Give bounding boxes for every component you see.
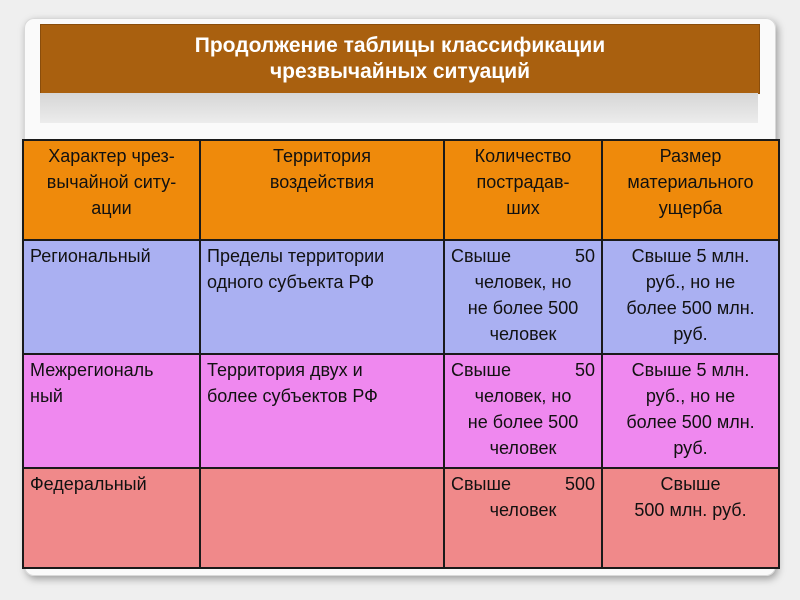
header-text: Территория — [273, 146, 371, 166]
title-shadow-band — [40, 93, 758, 123]
cell-type — [23, 354, 200, 468]
cell-text: человек, но — [474, 272, 572, 292]
cell-text: более 500 млн. — [626, 298, 755, 318]
cell-text: Межрегиональ — [30, 360, 154, 380]
cell-text: более субъектов РФ — [207, 386, 378, 406]
title-line-1: Продолжение таблицы классификации — [194, 34, 606, 57]
cell-text: более 500 млн. — [626, 412, 755, 432]
cell-damage — [602, 468, 779, 568]
cell-territory — [200, 240, 444, 354]
header-territory — [200, 140, 444, 240]
cell-text: человек — [489, 500, 557, 520]
cell-text: человек, но — [474, 386, 572, 406]
cell-text: Региональный — [30, 246, 151, 266]
cell-text: Территория двух и — [207, 360, 363, 380]
cell-territory-empty — [200, 468, 444, 568]
cell-damage — [602, 240, 779, 354]
cell-text: Пределы территории — [207, 246, 385, 266]
cell-text: руб. — [673, 324, 708, 344]
cell-territory — [200, 354, 444, 468]
cell-text: 500 — [564, 474, 595, 494]
header-text: вычайной ситу- — [46, 172, 177, 192]
table-header-row — [23, 140, 779, 240]
title-line-2: чрезвычайных ситуаций — [269, 60, 531, 83]
cell-text: Свыше — [451, 246, 511, 266]
cell-text: не более 500 — [467, 412, 579, 432]
cell-text: человек — [489, 438, 557, 458]
cell-type — [23, 468, 200, 568]
table-row — [23, 240, 779, 354]
title-banner — [40, 24, 760, 94]
cell-text: Свыше 5 млн. — [631, 360, 750, 380]
cell-text: ный — [30, 386, 63, 406]
cell-text: руб. — [673, 438, 708, 458]
cell-victims — [444, 468, 602, 568]
cell-text: Федеральный — [30, 474, 147, 494]
header-text: ущерба — [658, 198, 723, 218]
cell-text: Свыше — [451, 360, 511, 380]
header-text: Характер чрез- — [48, 146, 175, 166]
header-text: ших — [506, 198, 540, 218]
cell-text: Свыше — [451, 474, 511, 494]
header-character — [23, 140, 200, 240]
cell-text: 50 — [574, 360, 595, 380]
cell-victims — [444, 354, 602, 468]
table-row — [23, 468, 779, 568]
header-victims — [444, 140, 602, 240]
cell-text: Свыше — [660, 474, 721, 494]
header-text: Размер — [659, 146, 722, 166]
header-damage — [602, 140, 779, 240]
cell-type — [23, 240, 200, 354]
classification-table — [22, 139, 780, 569]
header-text: ации — [91, 198, 132, 218]
cell-text: 500 млн. руб. — [634, 500, 747, 520]
cell-text: руб., но не — [645, 386, 736, 406]
cell-text: не более 500 — [467, 298, 579, 318]
header-text: Количество — [474, 146, 572, 166]
header-text: материального — [627, 172, 754, 192]
cell-text: человек — [489, 324, 557, 344]
header-text: пострадав- — [476, 172, 570, 192]
cell-text: Свыше 5 млн. — [631, 246, 750, 266]
cell-text: руб., но не — [645, 272, 736, 292]
table-row — [23, 354, 779, 468]
cell-victims — [444, 240, 602, 354]
cell-damage — [602, 354, 779, 468]
header-text: воздействия — [269, 172, 375, 192]
cell-text: одного субъекта РФ — [207, 272, 375, 292]
cell-text: 50 — [574, 246, 595, 266]
